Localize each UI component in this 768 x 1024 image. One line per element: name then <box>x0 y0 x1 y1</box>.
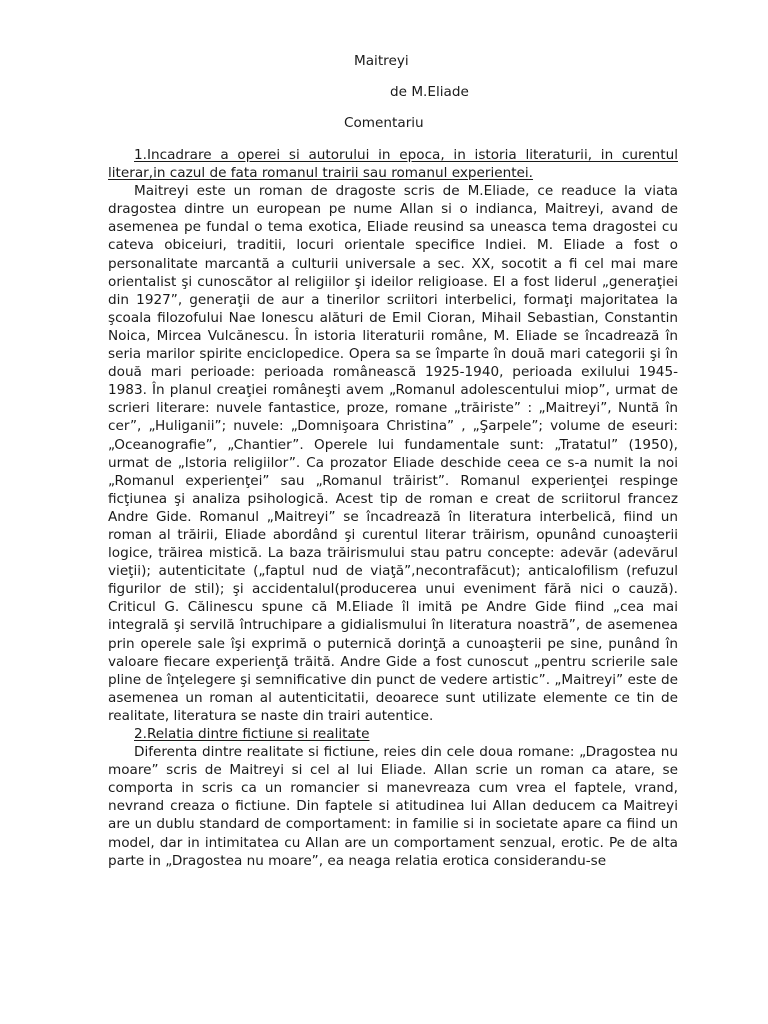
section-heading-1: 1.Incadrare a operei si autorului in epoca, in istoria literaturii, in curentul literar,in cazul de fata romanul trairii sau romanul experientei. <box>108 147 678 182</box>
body-paragraph-1: Maitreyi este un roman de dragoste scris de M.Eliade, ce readuce la viata dragostea dintre un european pe nume Allan si o indianca, Maitreyi, avand de asemenea pe fundal o tema exotica, Eliade reusind sa uneasca tema dragostei cu cateva obiceiuri, traditii, locuri orientale specifice Indiei. M. Eliade a fost o personalitate marcantă a culturii universale a sec. XX, socotit a fi cel mai mare orientalist şi cunoscător al religiilor şi ideilor religioase. El a fost liderul „generaţiei din 1927”, generaţii de aur a tinerilor scriitori interbelici, formaţi majoritatea la şcoala filozofului Nae Ionescu alături de Emil Cioran, Mihail Sebastian, Constantin Noica, Mircea Vulcănescu. În istoria literaturii române, M. Eliade se încadrează în seria marilor spirite enciclopedice. Opera sa se împarte în două mari categorii şi în două mari perioade: perioada românească 1925-1940, perioada exilului 1945-1983. În planul creaţiei româneşti avem „Romanul adolescentului miop”, urmat de scrieri literare: nuvele fantastice, proze, romane „trăiriste” : „Maitreyi”, Nuntă în cer”, „Huliganii”; nuvele: „Domnişoara Christina” , „Şarpele”; volume de eseuri: „Oceanografie”, „Chantier”. Operele lui fundamentale sunt: „Tratatul” (1950), urmat de „Istoria religiilor”. Ca prozator Eliade deschide ceea ce s-a numit la noi „Romanul experienţei” sau „Romanul trăirist”. Romanul experienţei respinge ficţiunea şi analiza psihologică. Acest tip de roman e creat de scriitorul francez Andre Gide. Romanul „Maitreyi” se încadrează în literatura interbelică, fiind un roman al trăirii, Eliade abordând şi curentul literar trăirism, opunând cunoaşterii logice, trăirea mistică. La baza trăirismului stau patru concepte: adevăr (adevărul vieţii); autenticitate („faptul nud de viaţă”,necontrafăcut); anticalofilism (refuzul figurilor de stil); şi accidentalul(producerea unui eveniment fără nici o cauză). Criticul G. Călinescu spune că M.Eliade îl imită pe Andre Gide fiind „cea mai integrală şi servilă întruchipare a gidialismului în literatura noastră”, de asemenea prin operele sale îşi exprimă o puternică dorinţă a cunoaşterii pe sine, punând în valoare fiecare experienţă trăită. Andre Gide a fost cunoscut „pentru scrierile sale pline de înţelegere şi semnificative din punct de vedere artistic”. „Maitreyi” este de asemenea un roman al autenticitatii, deoarece sunt utilizate elemente ce tin de realitate, literatura se naste din trairi autentice. <box>108 183 678 724</box>
document-subtitle: Comentariu <box>344 115 424 131</box>
author-line: de M.Eliade <box>390 84 469 100</box>
document-page <box>108 50 678 870</box>
document-title: Maitreyi <box>354 53 409 69</box>
section-heading-2: 2.Relatia dintre fictiune si realitate <box>134 726 370 742</box>
body-paragraph-2: Diferenta dintre realitate si fictiune, reies din cele doua romane: „Dragostea nu moare” scris de Maitreyi si cel al lui Eliade. Allan scrie un roman ca atare, se comporta in scris ca un romancier si manevreaza cum vrea el faptele, vrand, nevrand creaza o fictiune. Din faptele si atitudinea lui Allan deducem ca Maitreyi are un dublu standard de comportament: in familie si in societate apare ca fiind un model, dar in intimitatea cu Allan are un comportament senzual, erotic. Pe de alta parte in „Dragostea nu moare”, ea neaga relatia erotica considerandu-se <box>108 744 678 869</box>
